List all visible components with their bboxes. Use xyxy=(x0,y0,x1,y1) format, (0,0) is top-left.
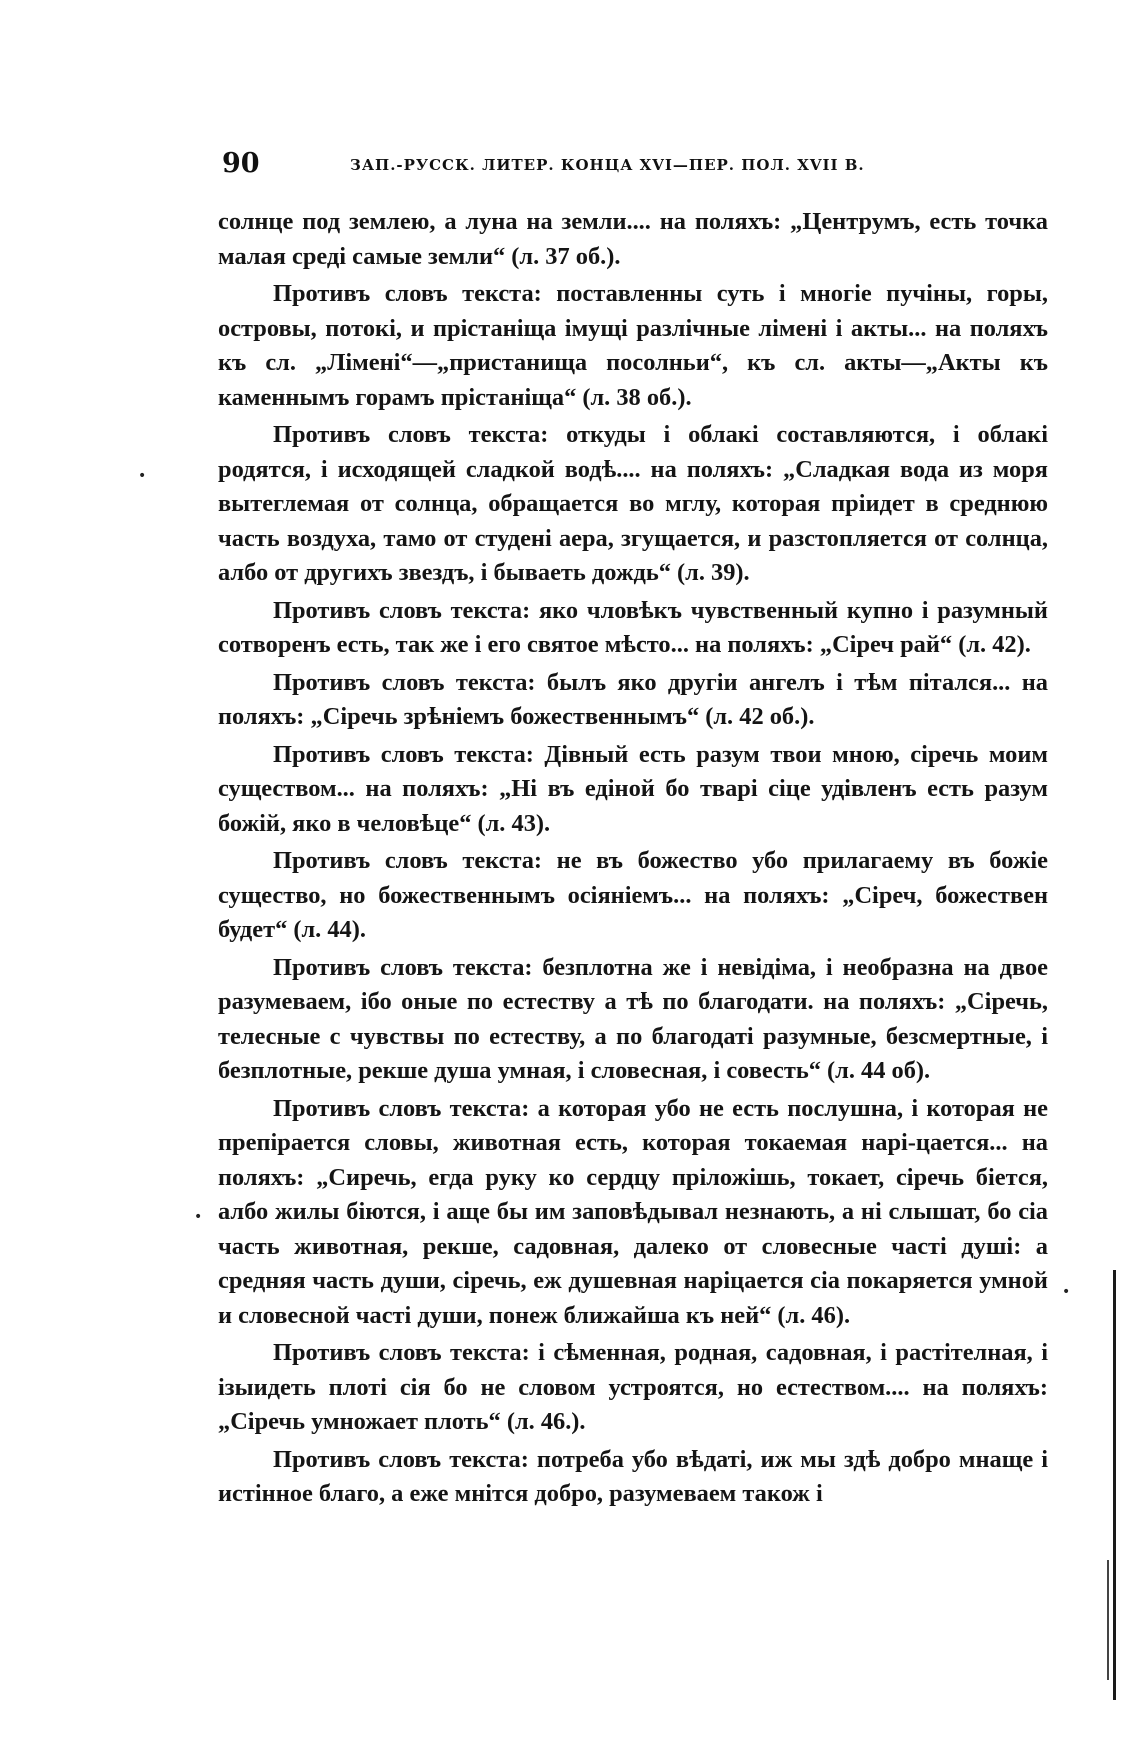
paragraph-4: Противъ словъ текста: яко чловѣкъ чувственный купно і разумный сотворенъ есть, так же і его святое мѣсто... на поляхъ: „Сіреч рай“ (л. 42). xyxy=(218,596,1048,658)
paragraph-8: Противъ словъ текста: безплотна же і невідіма, і необразна на двое разумеваем, ібо оные по естеству а тѣ по благодати. на поляхъ: „Сіречь, телесные с чувствы по естеству, а по благодаті разумные, безсмертные, і безплотные, рекше душа умная, і словесная, і совесть“ (л. 44 об). xyxy=(218,953,1048,1084)
paragraph-3: Противъ словъ текста: откуды і облакі составляются, і облакі родятся, і исходящей сладкой водѣ.... на поляхъ: „Сладкая вода из моря вытеглемая от солнца, обращается во мглу, которая пріидет в среднюю часть воздуха, тамо от студені аера, згущается, и разстопляется от солнца, албо от другихъ звездъ, і бываеть дождь“ (л. 39). xyxy=(218,421,1048,586)
paragraph-1: солнце под землею, а луна на земли.... на поляхъ: „Центрумъ, есть точка малая среді самые земли“ (л. 37 об.). xyxy=(218,208,1048,270)
margin-mark: • xyxy=(138,468,147,484)
paragraph-11: Противъ словъ текста: потреба убо вѣдаті, иж мы здѣ добро мнаще і истінное благо, а еже мнітся добро, разумеваем також і xyxy=(218,1445,1048,1507)
margin-mark: • xyxy=(1062,1284,1071,1300)
scan-edge-line xyxy=(1107,1560,1109,1680)
paragraph-5: Противъ словъ текста: былъ яко другіи ангелъ і тѣм пітался... на поляхъ: „Сіречь зрѣніемъ божественнымъ“ (л. 42 об.). xyxy=(218,668,1048,730)
paragraph-9: Противъ словъ текста: а которая убо не есть послушна, і которая не препірается словы, животная есть, которая токаемая нарі-цается... на поляхъ: „Сиречь, егда руку ко сердцу пріложішь, токает, сіречь біется, албо жилы біются, і аще бы им заповѣдывал незнають, а ні слышат, бо сіа часть животная, рекше, садовная, далеко от словесные часті душі: а средняя часть души, сіречь, еж душевная наріцается сіа покаряется умной и словесной часті души, понеж ближайша къ ней“ (л. 46). xyxy=(218,1094,1048,1329)
running-title: ЗАП.-РУССК. ЛИТЕР. КОНЦА XVI—ПЕР. ПОЛ. XVII В. xyxy=(350,156,865,174)
paragraph-2: Противъ словъ текста: поставленны суть і многіе пучіны, горы, островы, потокі, и прістаніща імущі разлічные лімені і акты... на поляхъ къ сл. „Лімені“—„пристанища посолньи“, къ сл. акты—„Акты къ каменнымъ горамъ прістаніща“ (л. 38 об.). xyxy=(218,280,1048,411)
body-text xyxy=(218,205,1048,1515)
paragraph-6: Противъ словъ текста: Дівный есть разум твои мною, сіречь моим существом... на поляхъ: „Ні въ едіной бо тварі сіце удівленъ есть разум божій, яко в человѣце“ (л. 43). xyxy=(218,740,1048,837)
paragraph-7: Противъ словъ текста: не въ божество убо прилагаему въ божіе существо, но божественнымъ осіяніемъ... на поляхъ: „Сіреч, божествен будет“ (л. 44). xyxy=(218,847,1048,943)
page-number: 90 xyxy=(222,148,260,179)
page-header xyxy=(222,148,1040,182)
paragraph-10: Противъ словъ текста: і сѣменная, родная, садовная, і растітелная, і ізыидеть плоті сія бо не словом устроятся, но естеством.... на поляхъ: „Сіречь умножает плоть“ (л. 46.). xyxy=(218,1339,1048,1435)
margin-mark: • xyxy=(194,1209,203,1225)
scan-edge-line xyxy=(1113,1270,1116,1700)
